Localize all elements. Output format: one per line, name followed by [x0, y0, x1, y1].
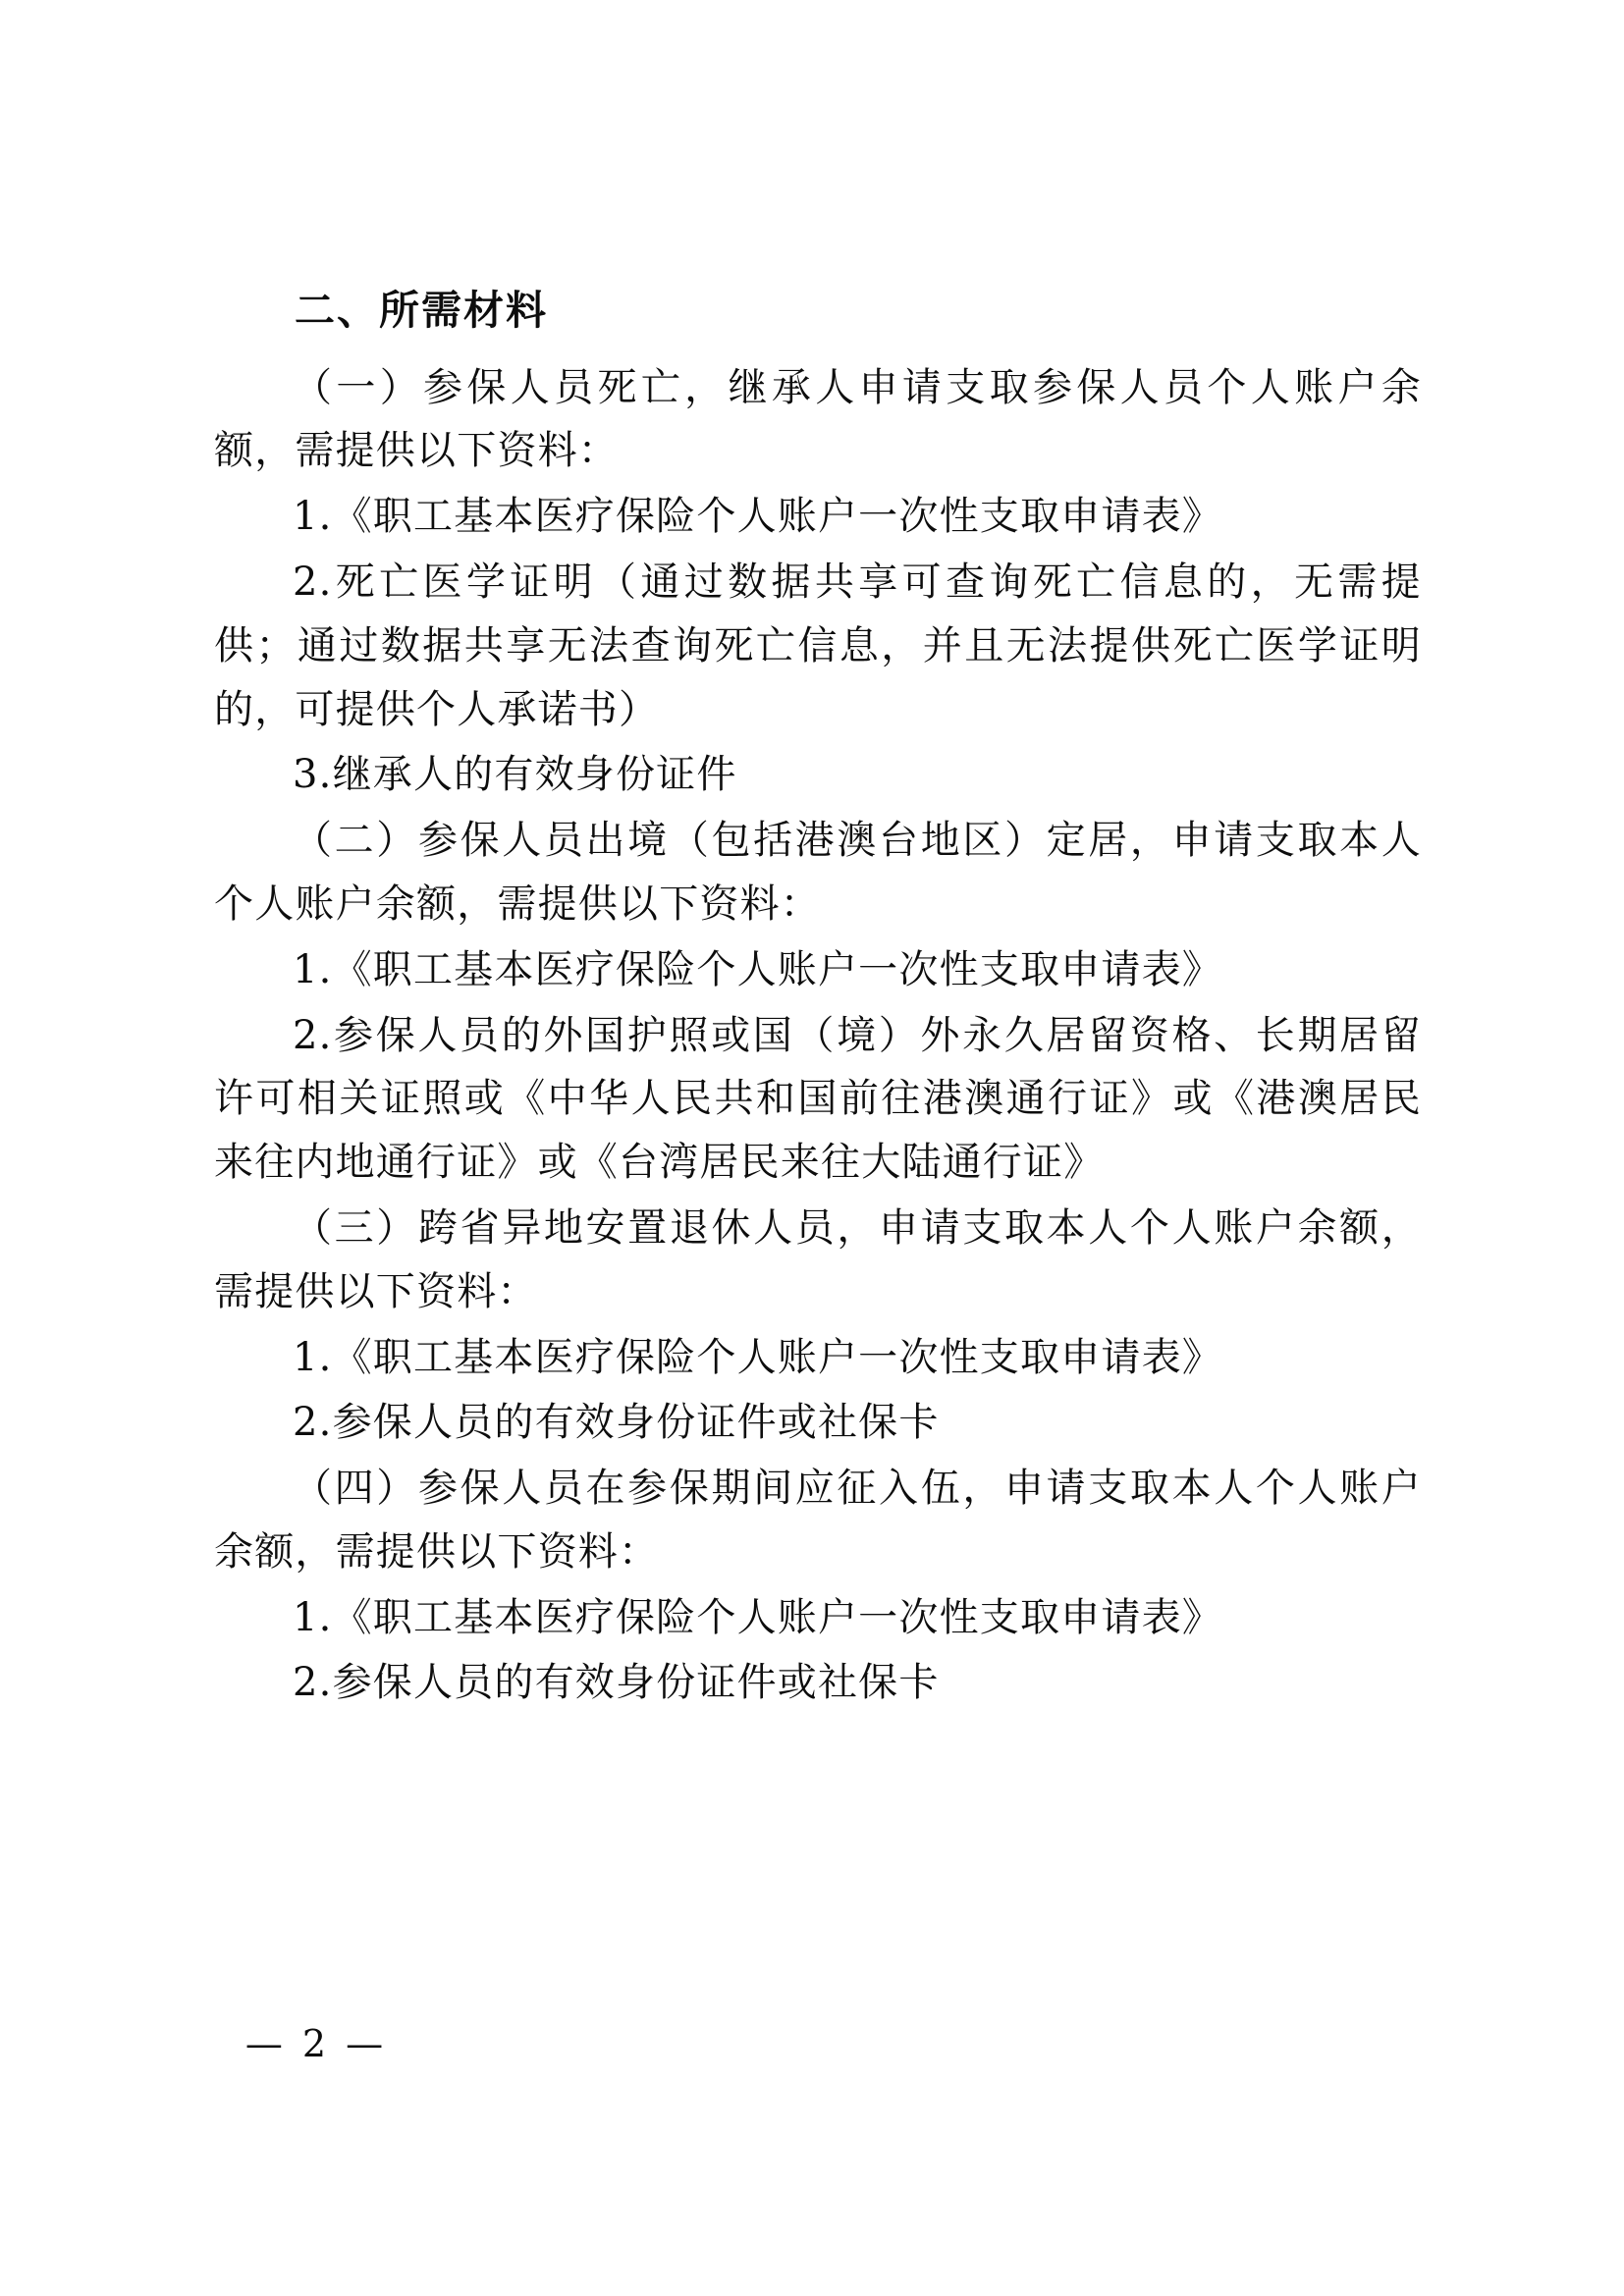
paragraph-7: 2.参保人员的外国护照或国（境）外永久居留资格、长期居留许可相关证照或《中华人民共和国前往港澳通行证》或《港澳居民来往内地通行证》或《台湾居民来往大陆通行证》 — [214, 1012, 1422, 1186]
paragraph-4: 3.继承人的有效身份证件 — [293, 752, 737, 798]
paragraph-6: 1.《职工基本医疗保险个人账户一次性支取申请表》 — [293, 946, 1222, 992]
paragraph-2: 1.《职工基本医疗保险个人账户一次性支取申请表》 — [293, 494, 1222, 540]
paragraph-5: （二）参保人员出境（包括港澳台地区）定居，申请支取本人个人账户余额，需提供以下资料： — [214, 818, 1422, 927]
paragraph-10: 2.参保人员的有效身份证件或社保卡 — [293, 1400, 940, 1446]
paragraph-11: （四）参保人员在参保期间应征入伍，申请支取本人个人账户余额，需提供以下资料： — [214, 1466, 1422, 1575]
paragraph-3: 2.死亡医学证明（通过数据共享可查询死亡信息的，无需提供；通过数据共享无法查询死亡信息，并且无法提供死亡医学证明的，可提供个人承诺书） — [214, 559, 1422, 732]
paragraph-12: 1.《职工基本医疗保险个人账户一次性支取申请表》 — [293, 1594, 1222, 1640]
section-heading: 二、所需材料 — [295, 287, 548, 334]
paragraph-13: 2.参保人员的有效身份证件或社保卡 — [293, 1660, 940, 1706]
document-body — [214, 280, 1422, 1717]
paragraph-9: 1.《职工基本医疗保险个人账户一次性支取申请表》 — [293, 1334, 1222, 1380]
page-footer — [0, 2022, 1624, 2065]
paragraph-1: （一）参保人员死亡，继承人申请支取参保人员个人账户余额，需提供以下资料： — [214, 364, 1422, 474]
page-number: — 2 — — [244, 2022, 388, 2065]
paragraph-8: （三）跨省异地安置退休人员，申请支取本人个人账户余额，需提供以下资料： — [214, 1204, 1422, 1314]
